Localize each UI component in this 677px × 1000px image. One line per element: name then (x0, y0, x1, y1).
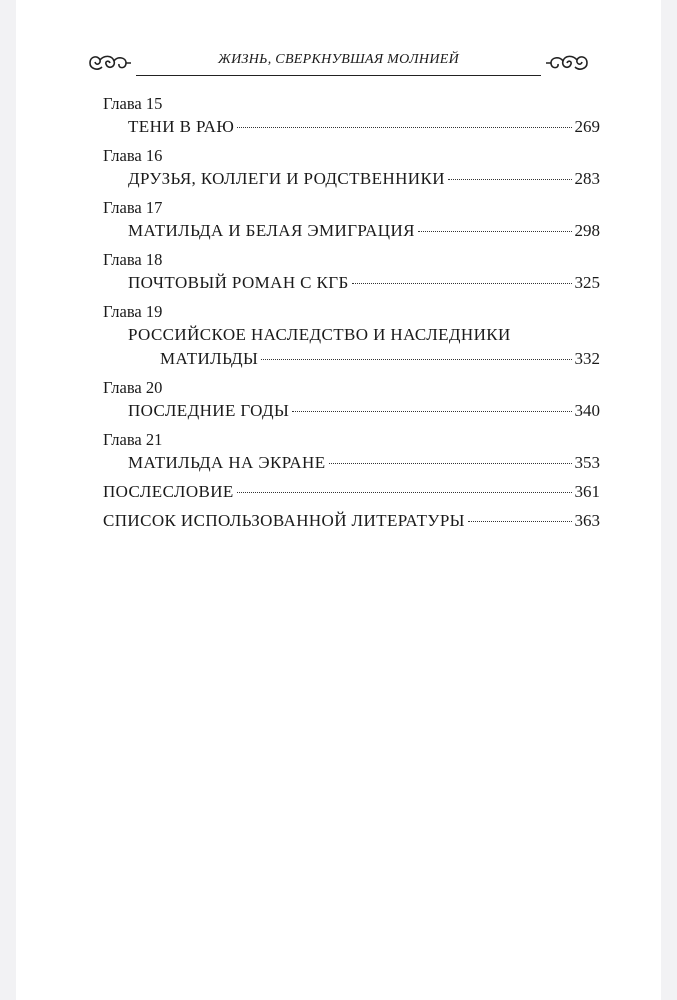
chapter-label: Глава 19 (103, 302, 163, 321)
toc-entry[interactable] (103, 451, 600, 475)
chapter-label: Глава 16 (103, 146, 163, 165)
dot-leader (468, 521, 572, 522)
toc-entry-title: ДРУЗЬЯ, КОЛЛЕГИ И РОДСТВЕННИКИ (128, 169, 445, 188)
toc-entry[interactable] (103, 271, 600, 295)
chapter-label: Глава 20 (103, 378, 163, 397)
toc-entry[interactable] (103, 167, 600, 191)
toc-page-number: 283 (574, 169, 600, 188)
toc-entry-title-continued: МАТИЛЬДЫ (160, 349, 259, 368)
toc-entry-title: МАТИЛЬДА И БЕЛАЯ ЭМИГРАЦИЯ (128, 221, 415, 240)
toc-entry[interactable] (103, 399, 600, 423)
running-header (86, 50, 591, 80)
dot-leader (352, 283, 572, 284)
toc-page-number: 298 (574, 221, 600, 240)
chapter-label: Глава 17 (103, 198, 163, 217)
toc-entry-title: ПОЧТОВЫЙ РОМАН С КГБ (128, 273, 349, 292)
toc-page-number: 353 (574, 453, 600, 472)
dot-leader (418, 231, 572, 232)
dot-leader (237, 127, 571, 128)
dot-leader (292, 411, 571, 412)
dot-leader (329, 463, 572, 464)
dot-leader (448, 179, 572, 180)
dot-leader (237, 492, 572, 493)
toc-page-number: 269 (574, 117, 600, 136)
toc-entry-title: СПИСОК ИСПОЛЬЗОВАННОЙ ЛИТЕРАТУРЫ (103, 511, 465, 530)
toc-entry-title: МАТИЛЬДА НА ЭКРАНЕ (128, 453, 326, 472)
toc-entry[interactable] (103, 323, 600, 371)
flourish-ornament-icon (545, 52, 591, 74)
toc-entry-afterword[interactable] (103, 480, 600, 504)
toc-page-number: 361 (574, 482, 600, 501)
toc-entry[interactable] (103, 115, 600, 139)
toc-entry[interactable] (103, 219, 600, 243)
toc-page-number: 340 (574, 401, 600, 420)
toc-page-number: 332 (574, 349, 600, 368)
toc-entry-title: ТЕНИ В РАЮ (128, 117, 235, 136)
toc-entry-title: РОССИЙСКОЕ НАСЛЕДСТВО И НАСЛЕДНИКИ (128, 325, 511, 344)
chapter-label: Глава 21 (103, 430, 163, 449)
toc-page-number: 363 (574, 511, 600, 530)
running-header-title: ЖИЗНЬ, СВЕРКНУВШАЯ МОЛНИЕЙ (217, 52, 460, 67)
chapter-label: Глава 15 (103, 94, 163, 113)
toc-entry-title: ПОСЛЕДНИЕ ГОДЫ (128, 401, 290, 420)
toc-entry-title: ПОСЛЕСЛОВИЕ (103, 482, 234, 501)
toc-entry-bibliography[interactable] (103, 509, 600, 533)
toc-page-number: 325 (574, 273, 600, 292)
header-rule (136, 75, 541, 76)
book-page (16, 0, 661, 1000)
chapter-label: Глава 18 (103, 250, 163, 269)
dot-leader (261, 359, 571, 360)
table-of-contents (103, 92, 600, 533)
toc-entry-continuation (103, 347, 600, 371)
